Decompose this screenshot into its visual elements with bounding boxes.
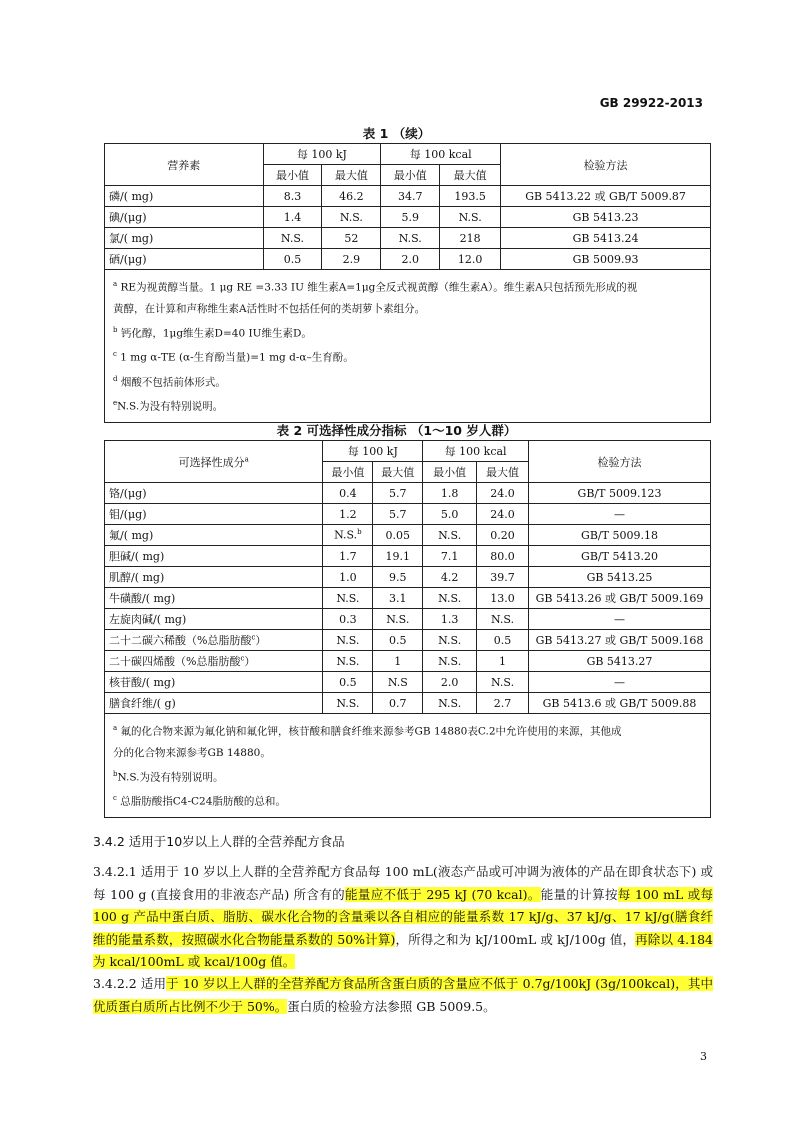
table2-row xyxy=(105,693,711,714)
table1-cell-kcal-max: 218 xyxy=(440,228,501,249)
table2-cell-name: 膳食纤维/( g) xyxy=(105,693,323,714)
table1-header-max: 最大值 xyxy=(322,165,381,186)
table2-row xyxy=(105,651,711,672)
table1-cell-method: GB 5413.23 xyxy=(501,207,711,228)
table1-cell-method: GB 5009.93 xyxy=(501,249,711,270)
table2-cell-method: GB 5413.6 或 GB/T 5009.88 xyxy=(529,693,711,714)
table2-cell-kcal-min: 1.3 xyxy=(423,609,477,630)
table2-cell-name: 二十二碳六稀酸（%总脂肪酸$^c$） xyxy=(105,630,323,651)
table2-header-max: 最大值 xyxy=(477,462,529,483)
table1-cell-kj-min: N.S. xyxy=(263,228,322,249)
table1-header-nutrient: 营养素 xyxy=(105,144,264,186)
table2-note: $^a$ 氟的化合物来源为氟化钠和氟化钾，核苷酸和膳食纤维来源参考GB 14880表C.2中允许使用的来源，其他成 xyxy=(113,724,622,738)
table2-row xyxy=(105,567,711,588)
table2-cell-method: GB 5413.25 xyxy=(529,567,711,588)
table2-row xyxy=(105,504,711,525)
table2-cell-kj-min: N.S. xyxy=(323,651,373,672)
table1-note: $^b$ 钙化醇，1μg维生素D=40 IU维生素D。 xyxy=(113,325,312,339)
table2-row xyxy=(105,609,711,630)
table2-cell-kj-max: 0.05 xyxy=(373,525,423,546)
paragraph-3-4-2-2: 3.4.2.2 适用于 10 岁以上人群的全营养配方食品所含蛋白质的含量应不低于 0.7g/100kJ (3g/100kcal)，其中优质蛋白质所占比例不少于 50%。蛋白质的检验方法参照 GB 5009.5。 xyxy=(93,976,713,1014)
table1-row xyxy=(105,207,711,228)
table1-cell-kcal-min: 34.7 xyxy=(381,186,440,207)
table2-cell-kcal-max: 1 xyxy=(477,651,529,672)
table2-row xyxy=(105,588,711,609)
table2-cell-kcal-min: 4.2 xyxy=(423,567,477,588)
table2-cell-kcal-max: 0.20 xyxy=(477,525,529,546)
table1-note: $^e$N.S.为没有特别说明。 xyxy=(113,399,224,413)
table2-note: $^b$N.S.为没有特别说明。 xyxy=(113,769,224,783)
table1-cell-kj-min: 0.5 xyxy=(263,249,322,270)
table2-notes xyxy=(105,714,711,818)
table1-row xyxy=(105,228,711,249)
table1-cell-kcal-min: N.S. xyxy=(381,228,440,249)
table2-cell-method: GB 5413.26 或 GB/T 5009.169 xyxy=(529,588,711,609)
table2-cell-kj-max: 0.5 xyxy=(373,630,423,651)
table2-row xyxy=(105,630,711,651)
table2-cell-kj-min: N.S. xyxy=(323,693,373,714)
table2-cell-kcal-max: N.S. xyxy=(477,609,529,630)
table2-cell-method: — xyxy=(529,609,711,630)
table2-cell-name: 左旋肉碱/( mg) xyxy=(105,609,323,630)
table1-cell-name: 磷/( mg) xyxy=(105,186,264,207)
table1-cell-kj-min: 8.3 xyxy=(263,186,322,207)
table2-header-max: 最大值 xyxy=(373,462,423,483)
table2-cell-kj-min: 0.5 xyxy=(323,672,373,693)
table2-row xyxy=(105,483,711,504)
table1-note: $^c$ 1 mg α-TE (α-生育酚当量)=1 mg d-α–生育酚。 xyxy=(113,350,354,364)
paragraph-3-4-2-1: 3.4.2.1 适用于 10 岁以上人群的全营养配方食品每 100 mL(液态产品或可冲调为液体的产品在即食状态下) 或每 100 g (直接食用的非液态产品) 所含有的能量应不低于 295 kJ (70 kcal)。能量的计算按每 100 mL 或每 100 g 产品中蛋白质、脂肪、碳水化合物的含量乘以各自相应的能量系数 17 kJ/g、37 kJ/g、17 kJ/g(膳食纤维的能量系数，按照碳水化合物能量系数的 50%计算)，所得之和为 kJ/100mL 或 kJ/100g 值，再除以 4.184 为 kcal/100mL 或 kcal/100g 值。 xyxy=(93,864,713,969)
table2-cell-kj-min: N.S. xyxy=(323,588,373,609)
table2-cell-method: GB/T 5413.20 xyxy=(529,546,711,567)
table2-cell-kcal-min: N.S. xyxy=(423,651,477,672)
table2-header-component: 可选择性成分$^a$ xyxy=(105,441,323,483)
table2-cell-kcal-min: 1.8 xyxy=(423,483,477,504)
table1-header-min: 最小值 xyxy=(263,165,322,186)
table2-cell-kcal-max: N.S. xyxy=(477,672,529,693)
table1-cell-method: GB 5413.22 或 GB/T 5009.87 xyxy=(501,186,711,207)
table2-cell-kcal-max: 80.0 xyxy=(477,546,529,567)
table2-cell-kj-max: 3.1 xyxy=(373,588,423,609)
table2-cell-name: 二十碳四烯酸（%总脂肪酸$^c$） xyxy=(105,651,323,672)
table2-cell-method: GB/T 5009.123 xyxy=(529,483,711,504)
table1-row xyxy=(105,249,711,270)
table2-note: $^c$ 总脂肪酸指C4-C24脂肪酸的总和。 xyxy=(113,794,286,808)
table1-cell-name: 氯/( mg) xyxy=(105,228,264,249)
table2-cell-method: GB/T 5009.18 xyxy=(529,525,711,546)
table2-cell-kcal-max: 24.0 xyxy=(477,483,529,504)
table2-cell-kcal-min: 7.1 xyxy=(423,546,477,567)
table2-cell-kcal-max: 2.7 xyxy=(477,693,529,714)
table2-cell-kcal-min: N.S. xyxy=(423,693,477,714)
table2-cell-kcal-min: 5.0 xyxy=(423,504,477,525)
table2-cell-kj-max: 0.7 xyxy=(373,693,423,714)
table2-cell-kcal-min: 2.0 xyxy=(423,672,477,693)
table1-header-min: 最小值 xyxy=(381,165,440,186)
table2-row xyxy=(105,525,711,546)
table2-cell-kcal-min: N.S. xyxy=(423,525,477,546)
table2-cell-kj-min: 1.7 xyxy=(323,546,373,567)
table1-header-per-kcal: 每 100 kcal xyxy=(381,144,501,165)
table2-header-min: 最小值 xyxy=(423,462,477,483)
table2-header-method: 检验方法 xyxy=(529,441,711,483)
table1-row xyxy=(105,186,711,207)
table2-row xyxy=(105,672,711,693)
table2-cell-kj-max: N.S. xyxy=(373,609,423,630)
table2-cell-kcal-max: 0.5 xyxy=(477,630,529,651)
table2-cell-method: — xyxy=(529,504,711,525)
table2-cell-kj-min: N.S. xyxy=(323,630,373,651)
table2-caption: 表 2 可选择性成分指标 （1～10 岁人群） xyxy=(276,423,517,438)
table2-cell-kj-max: 1 xyxy=(373,651,423,672)
table1-cell-name: 碘/(μg) xyxy=(105,207,264,228)
table2 xyxy=(104,440,711,818)
table2-cell-name: 钼/(μg) xyxy=(105,504,323,525)
table2-cell-kcal-max: 13.0 xyxy=(477,588,529,609)
table1-caption: 表 1 （续） xyxy=(362,126,431,141)
table2-cell-kj-max: 19.1 xyxy=(373,546,423,567)
table2-cell-method: — xyxy=(529,672,711,693)
table2-note: 分的化合物来源参考GB 14880。 xyxy=(113,746,271,759)
table1-note: 黄醇，在计算和声称维生素A活性时不包括任何的类胡萝卜素组分。 xyxy=(113,302,426,315)
table2-cell-name: 核苷酸/( mg) xyxy=(105,672,323,693)
table1-cell-kj-min: 1.4 xyxy=(263,207,322,228)
table1-cell-kcal-min: 5.9 xyxy=(381,207,440,228)
table2-row xyxy=(105,546,711,567)
table2-header-min: 最小值 xyxy=(323,462,373,483)
table2-cell-kcal-min: N.S. xyxy=(423,630,477,651)
table2-cell-name: 铬/(μg) xyxy=(105,483,323,504)
standard-code: GB 29922-2013 xyxy=(599,96,703,110)
table2-cell-kcal-min: N.S. xyxy=(423,588,477,609)
section-title: 3.4.2 适用于10岁以上人群的全营养配方食品 xyxy=(93,834,345,849)
table2-cell-kj-max: N.S xyxy=(373,672,423,693)
table2-cell-kj-min: 0.3 xyxy=(323,609,373,630)
table1-note: $^d$ 烟酸不包括前体形式。 xyxy=(113,374,226,388)
table2-cell-kj-min: 1.2 xyxy=(323,504,373,525)
table2-cell-name: 牛磺酸/( mg) xyxy=(105,588,323,609)
table2-cell-name: 胆碱/( mg) xyxy=(105,546,323,567)
table1-cell-kcal-max: 12.0 xyxy=(440,249,501,270)
table2-cell-kj-min: N.S.$^b$ xyxy=(323,525,373,546)
table1-cell-kj-max: N.S. xyxy=(322,207,381,228)
table1-cell-kcal-min: 2.0 xyxy=(381,249,440,270)
table1 xyxy=(104,143,711,423)
table2-cell-kj-max: 5.7 xyxy=(373,483,423,504)
table2-cell-method: GB 5413.27 xyxy=(529,651,711,672)
table2-header-per-kcal: 每 100 kcal xyxy=(423,441,529,462)
table1-cell-kcal-max: N.S. xyxy=(440,207,501,228)
table2-cell-kj-max: 9.5 xyxy=(373,567,423,588)
table1-cell-kj-max: 52 xyxy=(322,228,381,249)
table2-cell-kj-min: 0.4 xyxy=(323,483,373,504)
table2-cell-kj-min: 1.0 xyxy=(323,567,373,588)
table2-cell-name: 氟/( mg) xyxy=(105,525,323,546)
table2-cell-kj-max: 5.7 xyxy=(373,504,423,525)
table1-notes xyxy=(105,270,711,423)
table1-cell-kj-max: 46.2 xyxy=(322,186,381,207)
table1-note: $^a$ RE为视黄醇当量。1 μg RE =3.33 IU 维生素A=1μg全反式视黄醇（维生素A）。维生素A只包括预先形成的视 xyxy=(113,280,638,294)
table2-cell-method: GB 5413.27 或 GB/T 5009.168 xyxy=(529,630,711,651)
page-number: 3 xyxy=(700,1050,707,1063)
table1-cell-kj-max: 2.9 xyxy=(322,249,381,270)
table2-cell-kcal-max: 24.0 xyxy=(477,504,529,525)
table2-cell-kcal-max: 39.7 xyxy=(477,567,529,588)
table2-cell-name: 肌醇/( mg) xyxy=(105,567,323,588)
table1-header-method: 检验方法 xyxy=(501,144,711,186)
table1-cell-name: 硒/(μg) xyxy=(105,249,264,270)
table1-header-max: 最大值 xyxy=(440,165,501,186)
table1-header-per-kj: 每 100 kJ xyxy=(263,144,381,165)
table2-header-per-kj: 每 100 kJ xyxy=(323,441,423,462)
table1-cell-method: GB 5413.24 xyxy=(501,228,711,249)
table1-cell-kcal-max: 193.5 xyxy=(440,186,501,207)
